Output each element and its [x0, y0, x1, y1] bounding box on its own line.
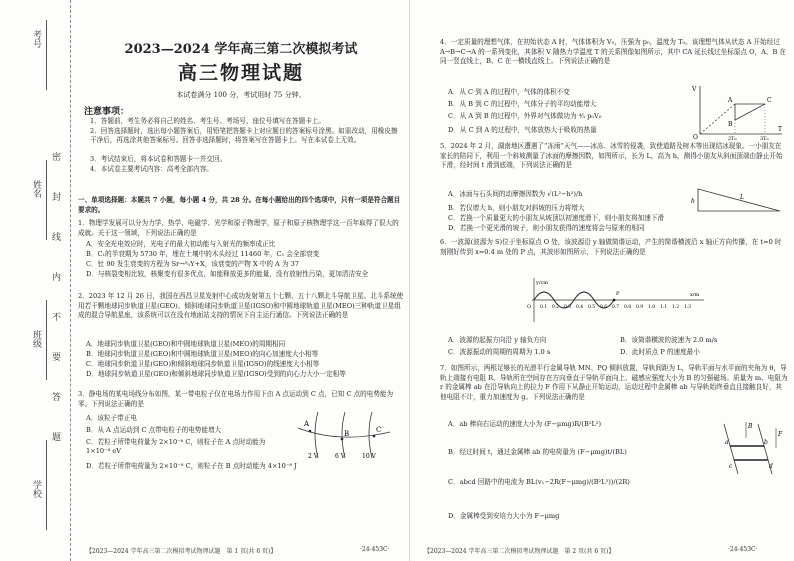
note-item: 4．本试卷主要考试内容：高考全部内容。 [90, 165, 213, 173]
fig3-label: B [344, 430, 350, 438]
binding-label-exam-number: 考号 [31, 30, 41, 48]
seal-char: 内 [52, 273, 62, 283]
seal-char: 不 [52, 313, 62, 323]
footer-page-right: 【2023—2024 学年高三第二次模拟考试物理试题 第 2 页(共 6 页)】 [424, 548, 615, 555]
q7-option-c: C．abcd 回路中的电流为 BL(v₁−2R(F−μmg)/(B²L²))/(2R) [448, 478, 630, 486]
fig6-tick: 1.0 [648, 305, 656, 310]
q1-option-d: D．与核裂变相比较，核聚变有很多优点，如能释放更多的能量，没有放射性污染，更加清洁安全 [86, 270, 369, 278]
q5-option-a: A．冰面与石头间的动摩擦因数为 √(L²−h²)/h [448, 190, 583, 198]
note-item: 3．考试结束后，将本试卷和答题卡一并交回。 [90, 155, 227, 163]
q2-option-c: C．地球同步轨道卫星(GEO)和倾斜地球同步轨道卫星(IGSO)的线速度大小相等 [86, 360, 320, 368]
q7-option-d: D．金属棒受到安培力大小为 F−μmg [448, 512, 560, 520]
fig6-label: x/m [690, 292, 700, 298]
fig6-tick: 0.9 [636, 305, 644, 310]
q7-option-a: A．ab 棒向右运动的速度大小为 (F−μmg)R/(B²L²) [448, 420, 602, 428]
fig6-label: P [616, 291, 620, 297]
q5-option-d: D．若换一个更光滑的坡子，则小朋友获得的速度将会与原来的相同 [448, 224, 645, 232]
fig7-label: B [748, 423, 753, 430]
q6-option-c: C．波源振动的周期的周期为 1.0 s [448, 348, 551, 356]
q3-option-b: B．从 A 点运动到 C 点带电粒子的电势能增大 [86, 426, 222, 434]
q7-stem: 7．如图所示，两根足够长的光滑平行金属导轨 MN、PQ 倾斜放置，导轨间距为 L，导轨平面与水平面的夹角为 θ，导轨上端接有电阻 R，导轨所在空间存在方向垂直于导轨平面向上、磁感应强度大小为 B 的匀强磁场。质量为 m、电阻为 r 的金属棒 ab 在沿导轨向上的拉力 F 作用下从静止开始运动，运动过程中金属棒 ab 与导轨始终垂直且接触良好，其他电阻不计，重力加速度为 g。下列说法正确的是 [440, 364, 788, 401]
fig6-tick: 0.2 [552, 305, 560, 310]
q1-stem: 1．物理学发展可以分为力学、热学、电磁学、光学和原子物理学，原子和原子核物理学这一百年取得了很大的成就。关于这一领域，下列说法正确的是 [78, 219, 399, 237]
fig6-tick: 0.8 [624, 305, 632, 310]
fig7-label: b [764, 439, 768, 446]
fig4-label: 2T₀ [728, 136, 737, 140]
footer-page-left: 【2023—2024 学年高三第二次模拟考试物理试题 第 1 页(共 6 页)】 [86, 548, 277, 555]
fig3-label: 10 V [362, 453, 376, 460]
fig3-label: A [304, 420, 310, 428]
page-right [410, 0, 794, 561]
fig6-tick: 1.3 [684, 305, 692, 310]
q3-stem: 3．静电场的某电场线分布如图，某一带电粒子仅在电场力作用下由 A 点运动到 C 点，已知 C 点的电势能为零。下列说法正确的是 [78, 390, 394, 408]
fig5-label: L [740, 194, 744, 201]
figure-rails [716, 418, 788, 480]
binding-label-name: 姓名 [31, 180, 41, 198]
fig6-tick: 0.5 [588, 305, 596, 310]
figure-slope [690, 183, 788, 215]
fig7-label: a [725, 439, 729, 446]
fig6-tick: 1.1 [660, 305, 668, 310]
q4-option-c: C．从 A 到 B 的过程中，外界对气体做功为 ⁴⁄₃ p₀V₀ [448, 112, 602, 120]
figure-electric-field [290, 408, 400, 460]
seal-char: 线 [52, 233, 62, 243]
fig4-label: O [693, 134, 698, 140]
fig6-tick: 0.4 [576, 305, 584, 310]
figure-wave [520, 276, 710, 326]
exam-title: 2023—2024 学年高三第二次模拟考试 [124, 42, 358, 57]
q3-option-d: D．若粒子所带电荷量为 2×10⁻⁸ C，则粒子在 B 点时动能为 4×10⁻⁸ J [86, 462, 297, 470]
footer-code-right: ·24-453C· [728, 546, 758, 553]
fig4-label: V [692, 86, 697, 93]
fig6-tick: 0.3 [564, 305, 572, 310]
note-item: 2．回答选择题时，选出每小题答案后，用铅笔把答题卡上对应题目的答案标号涂黑。如需改动，用橡皮擦干净后，再选涂其他答案标号。回答非选择题时，将答案写在答题卡上。写在本试卷上无效。 [90, 127, 398, 144]
q6-stem: 6．一波源(波源为 S)位于坐标原点 O 处，该波源沿 y 轴做简谐运动，产生的简谐横波沿 x 轴正方向传播，在 t=0 时刻刚好传到 x=0.4 m 处的 P 点，其波形如图所示，下列说法正确的是 [440, 238, 782, 256]
fig6-tick: 0.7 [612, 305, 620, 310]
seal-char: 题 [52, 433, 62, 443]
fig4-label: 3T₀ [760, 136, 769, 140]
fig7-label: c [729, 463, 733, 470]
fig6-tick: 0.1 [540, 305, 548, 310]
fig6-tick: 0.6 [600, 305, 608, 310]
footer-code-left: ·24-453C· [360, 546, 390, 553]
binding-label-class: 班级 [31, 330, 41, 348]
fig7-label: d [769, 463, 773, 470]
q4-option-a: A．从 C 到 A 的过程中，气体的体积不变 [448, 88, 570, 96]
q2-option-b: B．地球同步轨道卫星(GEO)和中圆地球轨道卫星(MEO)的向心加速度大小相等 [86, 350, 319, 358]
binding-label-school: 学校 [31, 480, 41, 498]
q5-stem: 5．2024 年 2 月，湖南地区遭遇了“冻雨”天气——冰冻、冰雪的侵袭，致使道路及树木等出现结冰现象。一小朋友在家长的陪同下，利用一个斜坡测量了冰面的摩擦因数，如图所示，长为 L，高为 h，测得小朋友从斜面顶端由静止开始下滑，经时间 t 滑到底端，下列说法正确的是 [440, 142, 783, 170]
fig3-label: C [376, 426, 382, 434]
seal-char: 封 [52, 193, 62, 203]
fig4-label: C [767, 97, 772, 104]
q4-option-b: B．从 B 到 C 的过程中，气体分子的平均动能增大 [448, 100, 597, 108]
q5-option-b: B．若仅增大 h，则小朋友对斜坡的压力将增大 [448, 204, 585, 212]
seal-char: 密 [52, 153, 62, 163]
seal-char: 要 [52, 353, 62, 363]
q4-stem: 4．一定质量的理想气体，在初始状态 A 时，气体体积为 V₀，压强为 p₀，温度为 T₀。该理想气体从状态 A 开始经过 A→B→C→A 的一系列变化，其体积 V 随热力学温度 T 的关系图像如图所示，其中 CA 延长线过坐标原点 O，A、B 在同一竖直线上，B、C 在一横线直线上。下列说法正确的是 [440, 38, 786, 66]
note-item: 1．答题前，考生务必将自己的姓名、考生号、考场号、座位号填写在答题卡上。 [90, 117, 325, 125]
fig4-label: A [728, 97, 733, 104]
section-heading: 一、单项选择题：本题共 7 小题，每小题 4 分，共 28 分。在每小题给出的四个选项中，只有一项是符合题目要求的。 [78, 196, 401, 214]
q5-option-c: C．若换一个质量更大的小朋友从坡顶以初速度滑下，则小朋友将加速下滑 [448, 214, 665, 222]
fig5-label: h [691, 198, 695, 205]
fig6-label: O [527, 304, 532, 310]
figure-vt-graph [690, 82, 788, 140]
q2-option-a: A．地球同步轨道卫星(GEO)和中圆地球轨道卫星(MEO)的周期相同 [86, 340, 286, 348]
q2-option-d: D．地球同步轨道卫星(GEO)和倾斜地球同步轨道卫星(IGSO)受到的向心力大小一定相等 [86, 370, 346, 378]
fig4-label: T [778, 126, 783, 133]
q1-option-c: C．钍 90 发生衰变的方程为 Sr→⁹₀Y+X，该衰变的产物 X 中的 A 为 37 [86, 260, 299, 268]
exam-meta: 本试卷满分 100 分，考试用时 75 分钟。 [176, 91, 306, 99]
fig3-label: 2 V [308, 453, 319, 460]
fig6-label: y/cm [536, 280, 549, 286]
q6-option-b: B．该简谐横波的波速为 2.0 m/s [620, 336, 718, 344]
q1-option-b: B．C₁的半衰期为 5730 年，埋在土壤中的木头经过 11460 年，C₁ 会全部衰变 [86, 250, 320, 258]
binding-margin [0, 0, 71, 561]
q2-stem: 2．2023 年 12 月 26 日，我国在西昌卫星发射中心成功发射第五十七颗、五十八颗北斗导航卫星。北斗系统使用若干颗地球同步轨道卫星(GEO)、倾斜地球同步轨道卫星(IGSO)和中圆地球轨道卫星(MEO)三种轨道卫星组成的混合导航星座，该系统可以在没有地面站支持的情况下自主运行通信。下列说法正确的是 [78, 292, 404, 320]
q1-option-a: A．安全光电效应时，光电子的最大初动能与入射光的频率成正比 [86, 240, 276, 248]
fig3-label: 6 V [335, 453, 346, 460]
fig7-label: F [778, 431, 783, 438]
fig4-label: B [728, 121, 733, 128]
fig6-tick: 1.2 [672, 305, 680, 310]
subject-title: 高三物理试题 [177, 62, 304, 84]
q7-option-b: B．经过时间 t，通过金属棒 ab 的电荷量为 (F−μmg)t/(BL) [448, 448, 627, 456]
seal-char: 答 [52, 393, 62, 403]
q6-option-a: A．波源的起振方向沿 y 轴负方向 [448, 336, 547, 344]
q4-option-d: D．从 C 到 A 的过程中，气体放热大于吸收的热量 [448, 126, 597, 134]
notes-heading: 注意事项： [84, 107, 130, 117]
q3-option-a: A．该粒子带正电 [86, 414, 137, 422]
q3-option-c: C．若粒子所带电荷量为 2×10⁻⁸ C，则粒子在 A 点时动能为 1×10⁻⁸ eV [86, 438, 266, 455]
q6-option-d: D．此时质点 P 的速度最小 [620, 348, 700, 356]
